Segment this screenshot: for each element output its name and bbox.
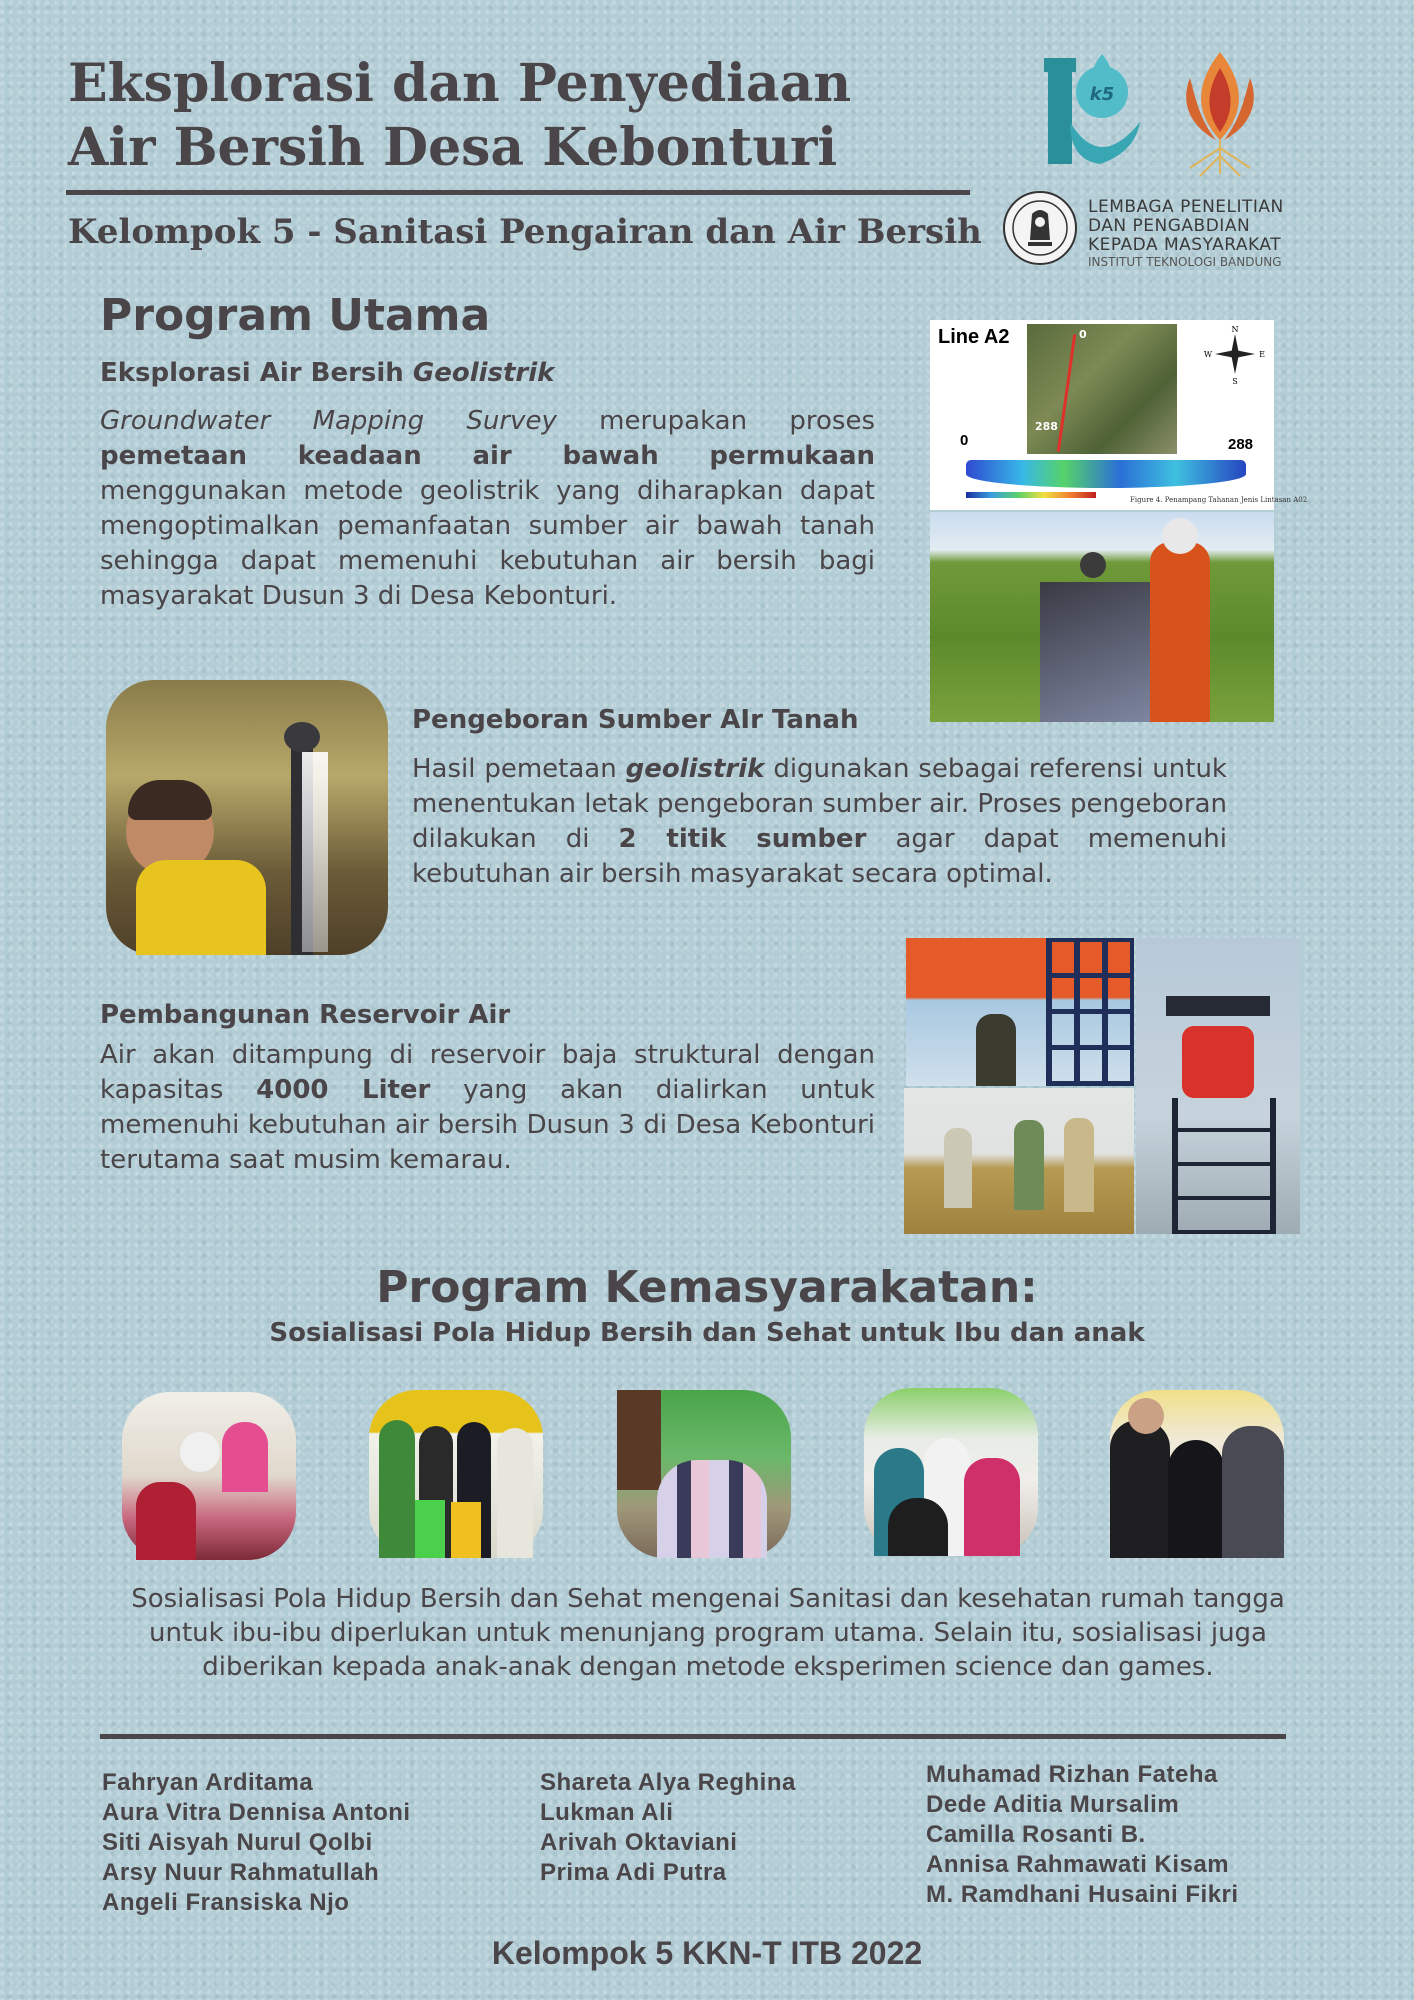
member-name: Shareta Alya Reghina <box>540 1769 796 1796</box>
drilling-water-photo <box>106 680 388 955</box>
poster-title: Eksplorasi dan Penyediaan Air Bersih Desa Kebonturi <box>68 53 852 178</box>
member-name: Muhamad Rizhan Fateha <box>926 1761 1218 1788</box>
gallery-photo-5 <box>1110 1390 1284 1558</box>
geolistrik-paragraph: Groundwater Mapping Survey merupakan proses pemetaan keadaan air bawah permukaan menggunakan metode geolistrik yang diharapkan dapat mengoptimalkan pemanfaatan sumber air bawah tanah sehingga dapat memenuhi kebutuhan air bersih bagi masyarakat Dusun 3 di Desa Kebonturi. <box>100 406 875 611</box>
resistivity-legend <box>966 492 1096 498</box>
program-utama-heading: Program Utama <box>100 290 491 341</box>
member-name: M. Ramdhani Husaini Fikri <box>926 1881 1239 1908</box>
kkn-flame-logo <box>1170 48 1270 178</box>
member-name: Arsy Nuur Rahmatullah <box>102 1859 380 1886</box>
reservoir-tank-install-photo <box>906 938 1134 1086</box>
geolistrik-title: Eksplorasi Air Bersih Geolistrik <box>100 358 555 388</box>
kemasyarakatan-subheading: Sosialisasi Pola Hidup Bersih dan Sehat untuk Ibu dan anak <box>269 1318 1145 1348</box>
kemasyarakatan-description: Sosialisasi Pola Hidup Bersih dan Sehat mengenai Sanitasi dan kesehatan rumah tangga untuk ibu-ibu diperlukan untuk menunjang program utama. Selain itu, sosialisasi juga diberikan kepada anak-anak dengan metode eksperimen science dan games. <box>131 1584 1285 1682</box>
water-tower-photo <box>1136 938 1300 1234</box>
poster-subtitle: Kelompok 5 - Sanitasi Pengairan dan Air Bersih <box>68 212 982 252</box>
reservoir-title: Pembangunan Reservoir Air <box>100 1000 511 1030</box>
kemasyarakatan-heading: Program Kemasyarakatan: <box>376 1262 1038 1313</box>
members-divider <box>100 1734 1286 1739</box>
member-name: Dede Aditia Mursalim <box>926 1791 1180 1818</box>
svg-text:N: N <box>1231 325 1239 334</box>
itb-seal <box>1002 190 1078 266</box>
member-name: Aura Vitra Dennisa Antoni <box>102 1799 411 1826</box>
member-name: Lukman Ali <box>540 1799 674 1826</box>
gallery-photo-1 <box>122 1392 296 1560</box>
member-name: Angeli Fransiska Njo <box>102 1889 350 1916</box>
member-name: Siti Aisyah Nurul Qolbi <box>102 1829 373 1856</box>
map-end-label: 288 <box>1228 436 1254 453</box>
reservoir-paragraph: Air akan ditampung di reservoir baja struktural dengan kapasitas 4000 Liter yang akan dialirkan untuk memenuhi kebutuhan air bersih Dusun 3 di Desa Kebonturi terutama saat musim kemarau. <box>100 1040 875 1175</box>
svg-text:S: S <box>1232 377 1238 386</box>
member-name: Fahryan Arditama <box>102 1769 314 1796</box>
resistivity-section <box>966 460 1246 488</box>
member-name: Camilla Rosanti B. <box>926 1821 1146 1848</box>
svg-text:E: E <box>1259 350 1265 359</box>
map-start-label: 0 <box>960 432 969 449</box>
member-name: Arivah Oktaviani <box>540 1829 738 1856</box>
satellite-map: 0 288 <box>1027 324 1177 454</box>
title-divider <box>66 190 970 195</box>
member-name: Prima Adi Putra <box>540 1859 727 1886</box>
reservoir-workers-photo <box>904 1088 1134 1234</box>
pengeboran-title: Pengeboran Sumber AIr Tanah <box>412 705 859 735</box>
field-survey-photo <box>930 512 1274 722</box>
gallery-photo-2 <box>369 1390 543 1558</box>
members-column-1 <box>102 1768 411 1918</box>
member-name: Annisa Rahmawati Kisam <box>926 1851 1230 1878</box>
compass-rose <box>1205 324 1265 384</box>
map-line-label: Line A2 <box>938 326 1010 348</box>
svg-text:W: W <box>1203 350 1213 359</box>
poster-footer: Kelompok 5 KKN-T ITB 2022 <box>491 1935 923 1971</box>
gallery-photo-3 <box>617 1390 791 1558</box>
members-column-2 <box>540 1768 796 1888</box>
lppm-wordmark: LEMBAGA PENELITIAN DAN PENGABDIAN KEPADA MASYARAKAT INSTITUT TEKNOLOGI BANDUNG <box>1088 197 1284 269</box>
k5-logo <box>1040 52 1150 172</box>
svg-text:k5: k5 <box>1089 84 1115 105</box>
geolistrik-map-figure: Line A2 0 288 N E S W 0 288 Figure 4. Penampang Tahanan Jenis Lintasan A02 <box>930 320 1274 510</box>
pengeboran-paragraph: Hasil pemetaan geolistrik digunakan sebagai referensi untuk menentukan letak pengeboran sumber air. Proses pengeboran dilakukan di 2 titik sumber agar dapat memenuhi kebutuhan air bersih masyarakat secara optimal. <box>412 754 1228 889</box>
gallery-photo-4 <box>864 1388 1038 1556</box>
members-column-3 <box>926 1760 1239 1910</box>
